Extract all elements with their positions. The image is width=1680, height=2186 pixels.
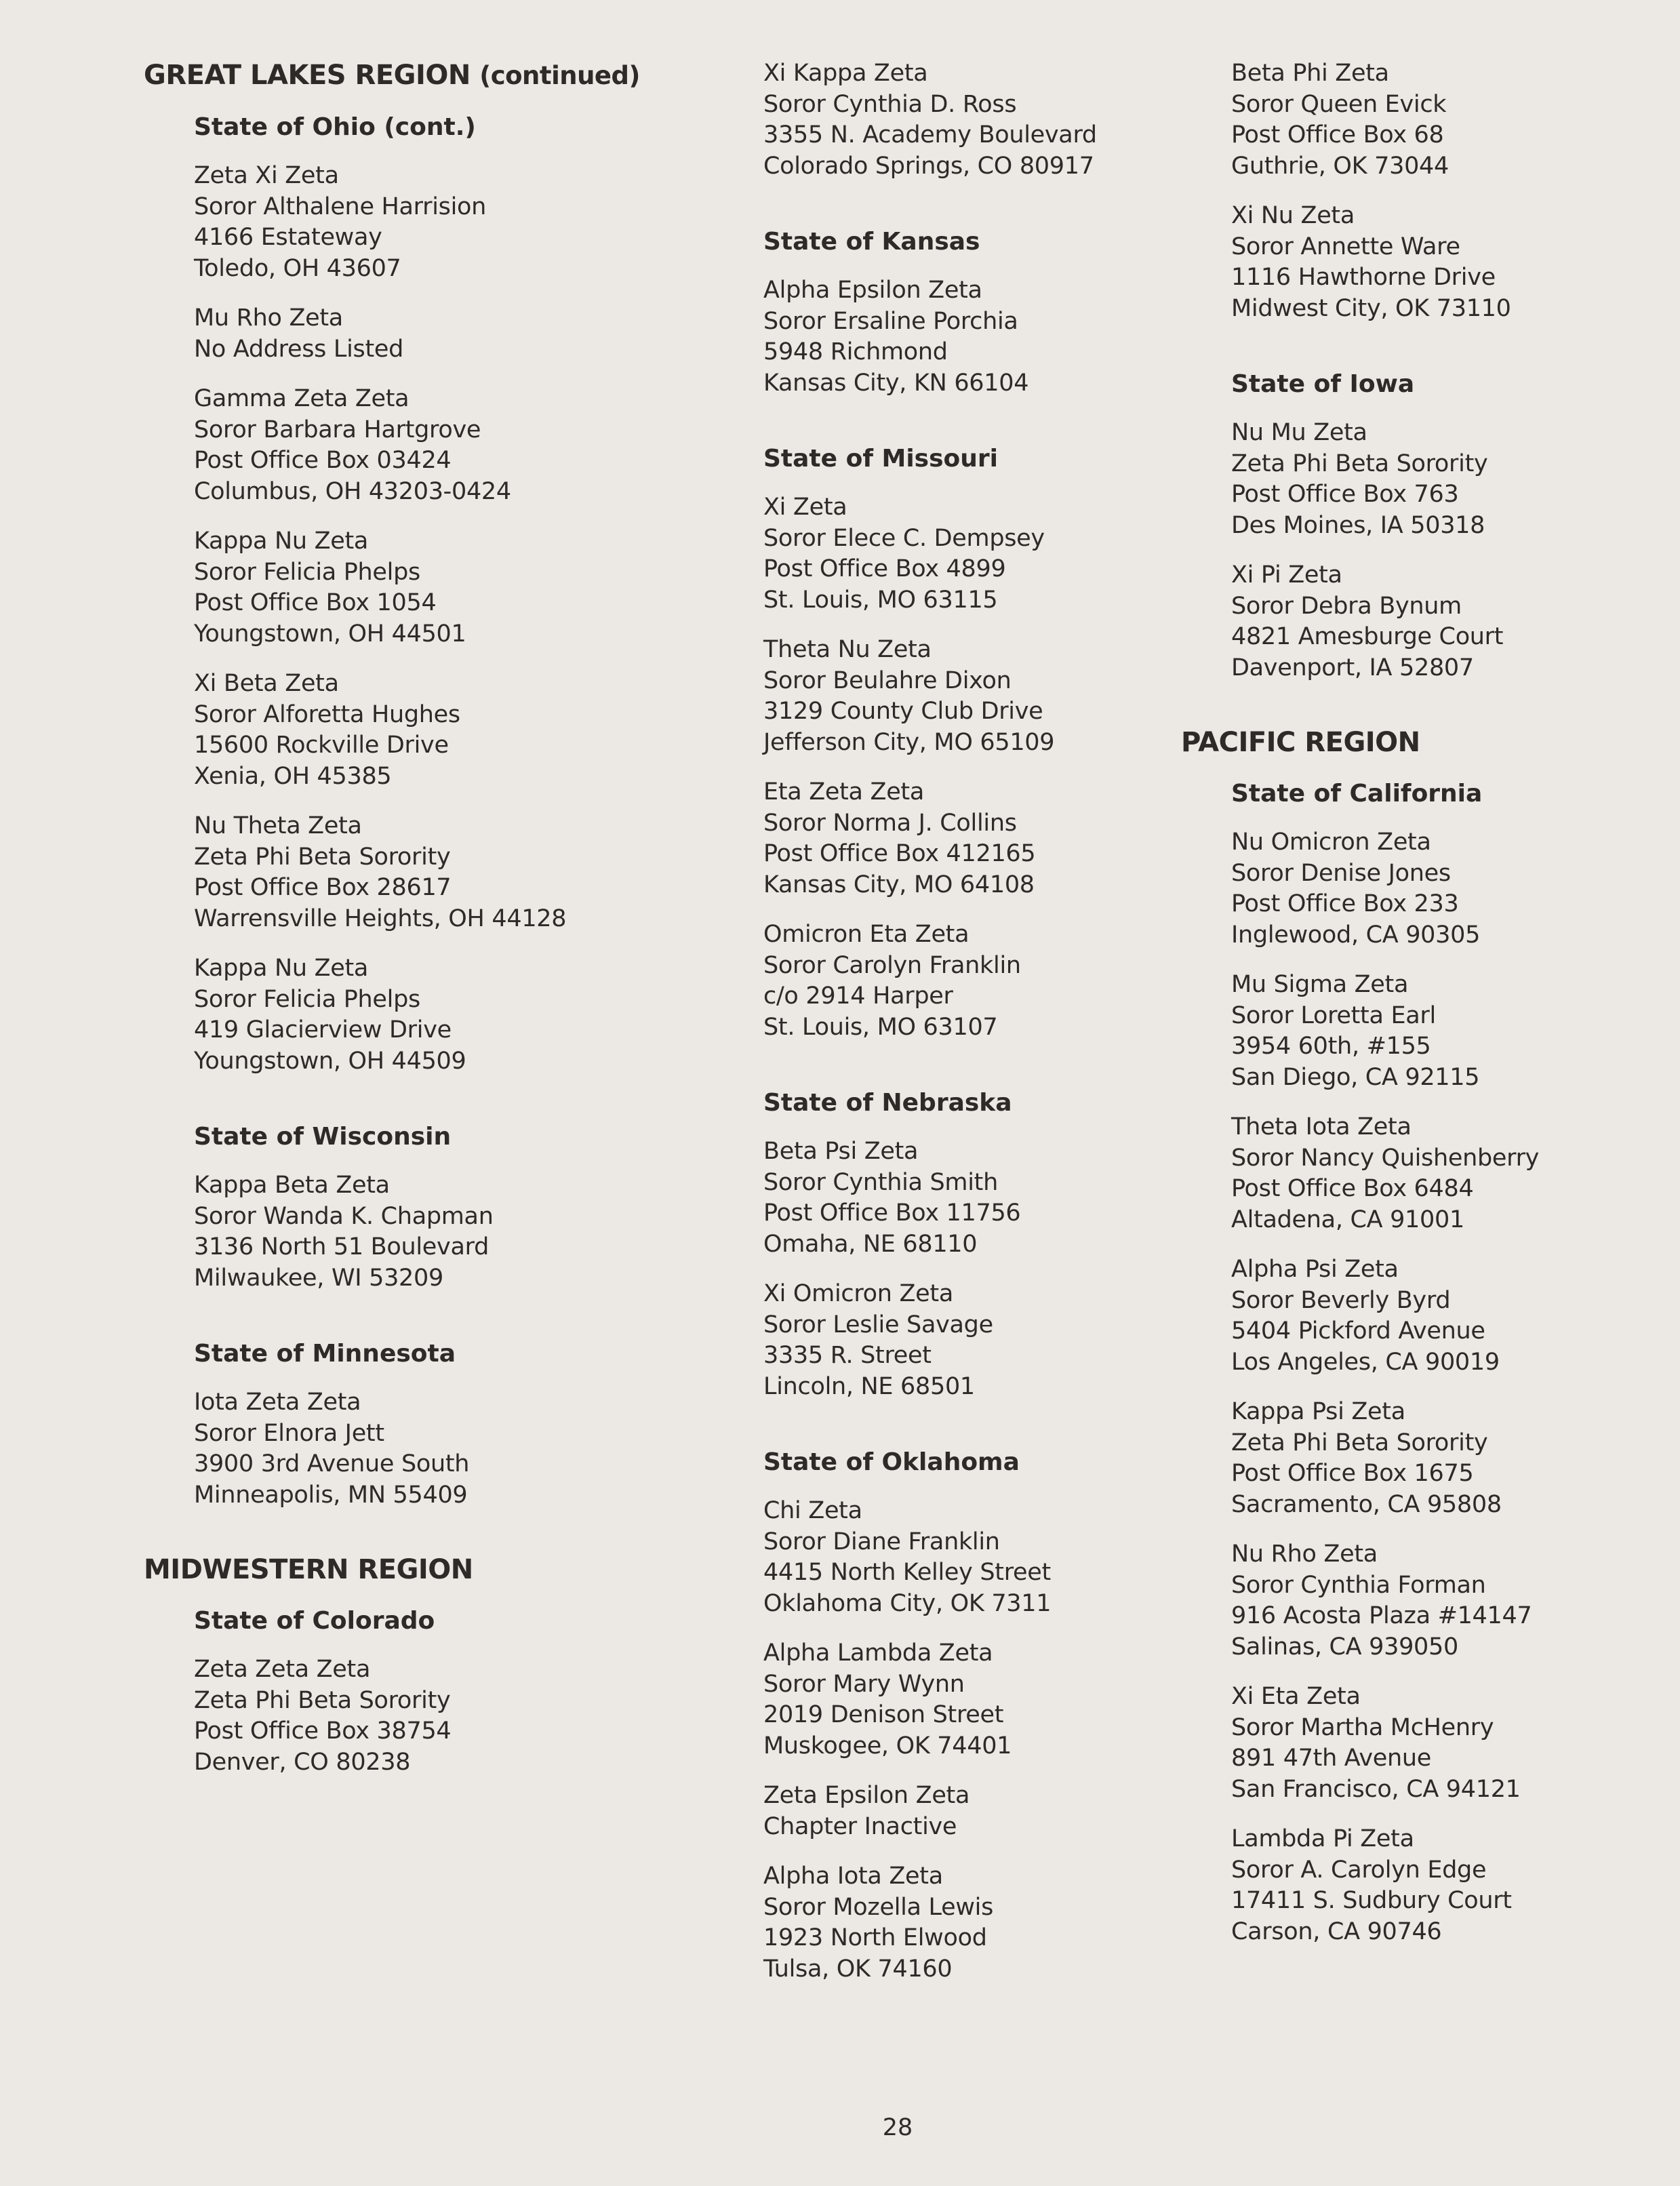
contact-name: Soror Loretta Earl	[1231, 1001, 1436, 1029]
chapter-name: Xi Zeta	[763, 494, 847, 521]
contact-name: Soror Nancy Quishenberry	[1231, 1144, 1540, 1172]
chapter-name: Beta Psi Zeta	[763, 1138, 919, 1165]
chapter-name: Xi Eta Zeta	[1231, 1683, 1361, 1710]
street-address: 5404 Pickford Avenue	[1231, 1317, 1485, 1345]
city-state-zip: Toledo, OH 43607	[194, 254, 401, 282]
region-section	[713, 58, 1188, 1985]
chapter-name: Nu Rho Zeta	[1231, 1541, 1378, 1568]
chapter-name: Lambda Pi Zeta	[1231, 1825, 1414, 1852]
contact-name: Soror Annette Ware	[1231, 233, 1460, 260]
chapter-name: Zeta Xi Zeta	[194, 162, 339, 189]
chapter-name: Theta Nu Zeta	[763, 636, 932, 663]
contact-name: Zeta Phi Beta Sorority	[1231, 1429, 1488, 1456]
contact-name: Soror Queen Evick	[1231, 90, 1447, 118]
contact-name: Soror Felicia Phelps	[194, 558, 420, 586]
chapter-name: Kappa Psi Zeta	[1231, 1398, 1405, 1425]
region-title: MIDWESTERN REGION	[144, 1554, 473, 1585]
city-state-zip: Columbus, OH 43203-0424	[194, 477, 511, 505]
street-address: Post Office Box 6484	[1231, 1175, 1474, 1202]
city-state-zip: Altadena, CA 91001	[1231, 1206, 1464, 1233]
city-state-zip: Youngstown, OH 44501	[194, 620, 466, 648]
contact-name: Soror Alforetta Hughes	[194, 700, 460, 728]
chapter-name: Zeta Epsilon Zeta	[763, 1782, 970, 1809]
chapter-name: Xi Beta Zeta	[194, 670, 339, 697]
city-state-zip: St. Louis, MO 63115	[763, 586, 998, 614]
chapter-name: Xi Pi Zeta	[1231, 561, 1342, 589]
city-state-zip: Davenport, IA 52807	[1231, 654, 1474, 681]
city-state-zip: Tulsa, OK 74160	[763, 1955, 953, 1983]
city-state-zip: Kansas City, KN 66104	[763, 369, 1029, 397]
state-heading: State of Minnesota	[194, 1340, 456, 1368]
chapter-entry	[1231, 827, 1669, 951]
region-title: PACIFIC REGION	[1181, 727, 1420, 758]
street-address: 15600 Rockville Drive	[194, 732, 449, 759]
chapter-name: Kappa Beta Zeta	[194, 1172, 390, 1199]
chapter-name: Alpha Epsilon Zeta	[763, 277, 982, 304]
chapter-entry	[1231, 970, 1669, 1093]
street-address: 3355 N. Academy Boulevard	[763, 121, 1097, 148]
chapter-entry	[1231, 1824, 1669, 1947]
street-address: Post Office Box 1675	[1231, 1460, 1474, 1487]
chapter-name: Gamma Zeta Zeta	[194, 385, 409, 412]
chapter-name: Xi Kappa Zeta	[763, 60, 928, 87]
chapter-entry	[763, 919, 1188, 1043]
street-address: 5948 Richmond	[763, 338, 948, 365]
state-heading: State of Nebraska	[763, 1089, 1012, 1117]
state-heading: State of Oklahoma	[763, 1448, 1020, 1476]
chapter-entry	[1231, 1682, 1669, 1805]
city-state-zip: Sacramento, CA 95808	[1231, 1490, 1502, 1518]
contact-name: Chapter Inactive	[763, 1812, 957, 1840]
chapter-entry	[194, 811, 700, 934]
street-address: 17411 S. Sudbury Court	[1231, 1887, 1512, 1914]
street-address: Post Office Box 03424	[194, 447, 452, 474]
chapter-name: Chi Zeta	[763, 1497, 862, 1524]
region-section	[1181, 58, 1669, 683]
city-state-zip: St. Louis, MO 63107	[763, 1013, 998, 1041]
contact-name: Zeta Phi Beta Sorority	[194, 1686, 451, 1714]
chapter-name: Alpha Lambda Zeta	[763, 1640, 993, 1667]
city-state-zip: Omaha, NE 68110	[763, 1230, 978, 1258]
chapter-entry	[1231, 201, 1669, 324]
street-address: 3954 60th, #155	[1231, 1033, 1431, 1060]
right-column	[1181, 58, 1669, 1966]
contact-name: Soror Cynthia D. Ross	[763, 90, 1017, 118]
chapter-name: Nu Omicron Zeta	[1231, 829, 1431, 856]
state-heading: State of Ohio (cont.)	[194, 113, 476, 141]
city-state-zip: Los Angeles, CA 90019	[1231, 1348, 1500, 1376]
city-state-zip: Denver, CO 80238	[194, 1748, 411, 1776]
chapter-entry	[763, 58, 1188, 182]
city-state-zip: San Francisco, CA 94121	[1231, 1775, 1521, 1803]
street-address: 1923 North Elwood	[763, 1924, 987, 1951]
chapter-entry	[194, 303, 700, 365]
chapter-entry	[194, 953, 700, 1077]
city-state-zip: Milwaukee, WI 53209	[194, 1264, 443, 1292]
middle-column	[713, 58, 1188, 2004]
contact-name: Soror Wanda K. Chapman	[194, 1202, 494, 1230]
chapter-name: Alpha Iota Zeta	[763, 1863, 943, 1890]
chapter-entry	[194, 384, 700, 507]
state-heading: State of Wisconsin	[194, 1123, 452, 1151]
region-heading	[144, 1553, 700, 1587]
chapter-name: Mu Sigma Zeta	[1231, 971, 1409, 998]
street-address: 3900 3rd Avenue South	[194, 1450, 470, 1477]
street-address: Post Office Box 28617	[194, 874, 452, 901]
state-heading: State of Iowa	[1231, 370, 1415, 398]
left-column	[144, 58, 700, 1797]
street-address: 4166 Estateway	[194, 224, 382, 251]
state-heading: State of Kansas	[763, 228, 980, 256]
contact-name: Soror Diane Franklin	[763, 1528, 1000, 1555]
chapter-name: Nu Mu Zeta	[1231, 419, 1367, 446]
city-state-zip: Youngstown, OH 44509	[194, 1047, 466, 1075]
contact-name: Soror Cynthia Forman	[1231, 1571, 1486, 1599]
chapter-name: Kappa Nu Zeta	[194, 955, 369, 982]
city-state-zip: Colorado Springs, CO 80917	[763, 152, 1094, 180]
contact-name: Zeta Phi Beta Sorority	[194, 843, 451, 871]
region-heading	[1181, 726, 1669, 759]
chapter-entry	[763, 1861, 1188, 1985]
chapter-name: Beta Phi Zeta	[1231, 60, 1389, 87]
contact-name: Soror Beulahre Dixon	[763, 667, 1012, 694]
street-address: Post Office Box 68	[1231, 121, 1444, 148]
region-continued-note: (continued)	[479, 61, 640, 90]
street-address: 3335 R. Street	[763, 1342, 932, 1369]
contact-name: Soror Althalene Harrision	[194, 193, 487, 220]
street-address: 3136 North 51 Boulevard	[194, 1233, 489, 1260]
city-state-zip: Salinas, CA 939050	[1231, 1633, 1458, 1661]
city-state-zip: San Diego, CA 92115	[1231, 1063, 1480, 1091]
contact-name: Soror Denise Jones	[1231, 859, 1451, 887]
contact-name: Soror Mozella Lewis	[763, 1893, 994, 1921]
contact-name: Soror A. Carolyn Edge	[1231, 1856, 1487, 1884]
city-state-zip: Lincoln, NE 68501	[763, 1372, 975, 1400]
city-state-zip: Minneapolis, MN 55409	[194, 1481, 468, 1509]
contact-name: Soror Felicia Phelps	[194, 985, 420, 1013]
chapter-entry	[194, 1387, 700, 1511]
state-heading: State of Colorado	[194, 1607, 435, 1635]
street-address: 3129 County Club Drive	[763, 698, 1043, 725]
region-section	[144, 1606, 700, 1778]
chapter-name: Zeta Zeta Zeta	[194, 1656, 371, 1683]
city-state-zip: Des Moines, IA 50318	[1231, 511, 1485, 539]
region-title: GREAT LAKES REGION	[144, 60, 471, 91]
chapter-entry	[1231, 58, 1669, 182]
chapter-entry	[763, 275, 1188, 399]
street-address: 4415 North Kelley Street	[763, 1559, 1051, 1586]
contact-name: Soror Martha McHenry	[1231, 1713, 1494, 1741]
street-address: 916 Acosta Plaza #14147	[1231, 1602, 1532, 1629]
chapter-name: Iota Zeta Zeta	[194, 1389, 361, 1416]
city-state-zip: Warrensville Heights, OH 44128	[194, 905, 567, 932]
chapter-name: Omicron Eta Zeta	[763, 921, 969, 948]
chapter-name: Nu Theta Zeta	[194, 812, 362, 839]
city-state-zip: Muskogee, OK 74401	[763, 1732, 1012, 1760]
city-state-zip: Midwest City, OK 73110	[1231, 294, 1511, 322]
chapter-name: Alpha Psi Zeta	[1231, 1256, 1399, 1283]
street-address: Post Office Box 11756	[763, 1199, 1021, 1227]
chapter-entry	[1231, 1539, 1669, 1663]
street-address: Post Office Box 4899	[763, 555, 1006, 582]
street-address: Post Office Box 38754	[194, 1717, 452, 1745]
street-address: Post Office Box 1054	[194, 589, 437, 616]
chapter-entry	[194, 1654, 700, 1778]
chapter-entry	[763, 492, 1188, 616]
chapter-entry	[763, 635, 1188, 758]
street-address: 419 Glacierview Drive	[194, 1016, 452, 1044]
street-address: 891 47th Avenue	[1231, 1745, 1432, 1772]
contact-name: No Address Listed	[194, 335, 404, 363]
chapter-entry	[763, 1279, 1188, 1402]
chapter-entry	[194, 1170, 700, 1294]
chapter-entry	[1231, 1112, 1669, 1235]
contact-name: Soror Ersaline Porchia	[763, 307, 1018, 335]
city-state-zip: Oklahoma City, OK 7311	[763, 1589, 1052, 1617]
region-section	[144, 112, 700, 1511]
contact-name: Soror Carolyn Franklin	[763, 951, 1021, 979]
page-number: 28	[882, 2114, 913, 2141]
chapter-entry	[1231, 1254, 1669, 1378]
contact-name: Soror Norma J. Collins	[763, 809, 1017, 837]
contact-name: Soror Beverly Byrd	[1231, 1286, 1451, 1314]
street-address: 4821 Amesburge Court	[1231, 623, 1504, 650]
chapter-entry	[763, 1638, 1188, 1762]
chapter-name: Kappa Nu Zeta	[194, 528, 369, 555]
region-heading	[144, 58, 700, 93]
chapter-name: Xi Omicron Zeta	[763, 1280, 953, 1307]
chapter-entry	[1231, 418, 1669, 541]
street-address: Post Office Box 412165	[763, 840, 1036, 867]
contact-name: Zeta Phi Beta Sorority	[1231, 450, 1488, 477]
chapter-entry	[194, 526, 700, 650]
city-state-zip: Inglewood, CA 90305	[1231, 921, 1481, 949]
chapter-name: Theta Iota Zeta	[1231, 1113, 1412, 1140]
state-heading: State of Missouri	[763, 445, 998, 473]
street-address: Post Office Box 763	[1231, 481, 1459, 508]
contact-name: Soror Leslie Savage	[763, 1311, 993, 1338]
chapter-entry	[763, 1496, 1188, 1619]
street-address: c/o 2914 Harper	[763, 982, 953, 1010]
contact-name: Soror Elece C. Dempsey	[763, 524, 1045, 552]
city-state-zip: Carson, CA 90746	[1231, 1917, 1442, 1945]
region-section	[1181, 778, 1669, 1947]
city-state-zip: Xenia, OH 45385	[194, 762, 392, 790]
contact-name: Soror Debra Bynum	[1231, 592, 1462, 620]
chapter-entry	[1231, 560, 1669, 683]
street-address: Post Office Box 233	[1231, 890, 1459, 917]
chapter-name: Eta Zeta Zeta	[763, 778, 924, 806]
chapter-entry	[194, 669, 700, 792]
chapter-entry	[763, 1781, 1188, 1842]
contact-name: Soror Mary Wynn	[763, 1670, 965, 1698]
chapter-name: Xi Nu Zeta	[1231, 202, 1355, 229]
chapter-entry	[194, 161, 700, 284]
street-address: 2019 Denison Street	[763, 1701, 1004, 1728]
contact-name: Soror Barbara Hartgrove	[194, 416, 481, 443]
chapter-name: Mu Rho Zeta	[194, 304, 343, 332]
chapter-entry	[763, 777, 1188, 900]
state-heading: State of California	[1231, 780, 1483, 808]
chapter-entry	[763, 1136, 1188, 1260]
street-address: 1116 Hawthorne Drive	[1231, 264, 1496, 291]
contact-name: Soror Cynthia Smith	[763, 1168, 998, 1196]
contact-name: Soror Elnora Jett	[194, 1419, 384, 1447]
city-state-zip: Kansas City, MO 64108	[763, 871, 1035, 898]
city-state-zip: Jefferson City, MO 65109	[763, 728, 1055, 756]
city-state-zip: Guthrie, OK 73044	[1231, 152, 1449, 180]
chapter-entry	[1231, 1397, 1669, 1520]
